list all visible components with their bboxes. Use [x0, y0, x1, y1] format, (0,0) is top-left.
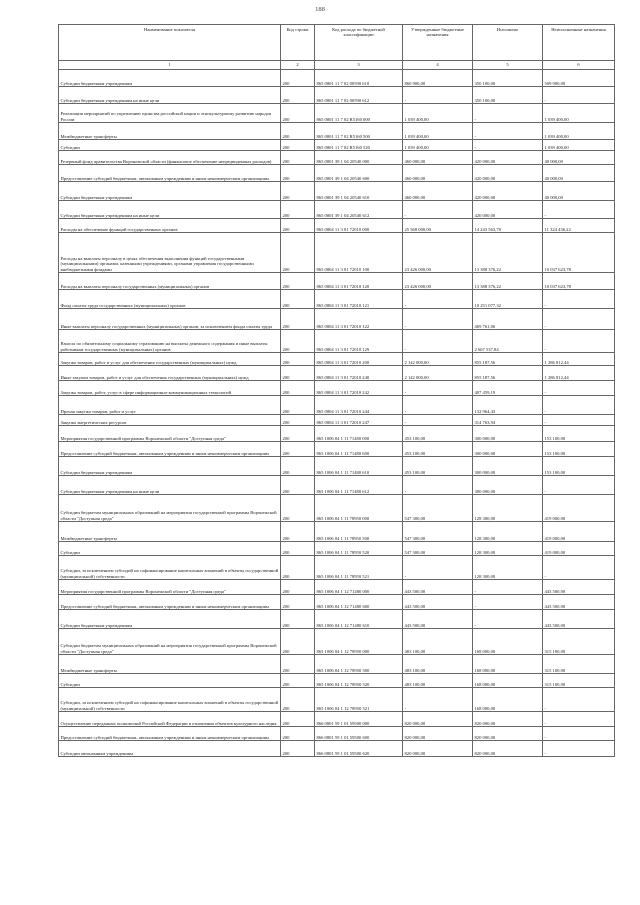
line-code-cell: 200: [281, 741, 315, 757]
classification-code-cell: 865 1006 04 1 11 78950 521: [315, 556, 403, 580]
classification-code-cell: 865 1006 04 1 12 78950 520: [315, 674, 403, 688]
remaining-amount-cell: -: [543, 741, 615, 757]
indicator-name-cell: Предоставление субсидий бюджетным, автономным учреждениям и иным некоммерческим организациям: [59, 595, 281, 610]
table-row: [59, 688, 615, 712]
line-code-cell: 200: [281, 674, 315, 688]
executed-amount-cell: 128 300,00: [473, 495, 543, 522]
indicator-name-cell: Резервный фонд правительства Воронежской области (финансовое обеспечение непредвиденных расходов): [59, 151, 281, 165]
table-row: [59, 219, 615, 233]
remaining-amount-cell: 10 037 623,78: [543, 233, 615, 273]
approved-amount-cell: 1 039 400,00: [403, 104, 473, 123]
remaining-amount-cell: 153 100,00: [543, 426, 615, 442]
executed-amount-cell: 128 300,00: [473, 522, 543, 542]
executed-amount-cell: 820 000,00: [473, 712, 543, 727]
line-code-cell: 200: [281, 610, 315, 629]
executed-amount-cell: 300 000,00: [473, 442, 543, 457]
line-code-cell: 200: [281, 290, 315, 309]
indicator-name-cell: Субсидии бюджетным учреждениям: [59, 610, 281, 629]
classification-code-cell: 865 1006 04 1 11 71480 612: [315, 476, 403, 495]
line-code-cell: 200: [281, 219, 315, 233]
indicator-name-cell: Субсидии бюджетным учреждениям на иные цели: [59, 201, 281, 219]
table-row: [59, 273, 615, 290]
executed-amount-cell: 420 000,00: [473, 182, 543, 201]
line-code-cell: 200: [281, 151, 315, 165]
executed-amount-cell: 469 761,06: [473, 309, 543, 330]
approved-amount-cell: 820 000,00: [403, 712, 473, 727]
remaining-amount-cell: -: [543, 712, 615, 727]
indicator-name-cell: Субсидии бюджетным учреждениям: [59, 457, 281, 476]
indicator-name-cell: Межбюджетные трансферты: [59, 655, 281, 674]
indicator-name-cell: Реализация мероприятий по укреплению единства российской нации и этнокультурному развитию народов России: [59, 104, 281, 123]
table-row: [59, 381, 615, 396]
classification-code-cell: 865 1006 04 1 12 78950 000: [315, 629, 403, 655]
approved-amount-cell: 483 100,00: [403, 655, 473, 674]
classification-code-cell: 865 0804 11 3 01 72010 120: [315, 273, 403, 290]
remaining-amount-cell: -: [543, 87, 615, 104]
line-code-cell: 200: [281, 629, 315, 655]
remaining-amount-cell: 40 000,00: [543, 182, 615, 201]
remaining-amount-cell: 443 500,00: [543, 595, 615, 610]
executed-amount-cell: 820 000,00: [473, 741, 543, 757]
table-row: [59, 426, 615, 442]
remaining-amount-cell: 315 100,00: [543, 629, 615, 655]
indicator-name-cell: Субсидии бюджетам муниципальных образований на мероприятия государственной программы Воронежской области "Доступная среда": [59, 495, 281, 522]
line-code-cell: 200: [281, 366, 315, 381]
executed-amount-cell: 300 000,00: [473, 457, 543, 476]
indicator-name-cell: Субсидии бюджетным учреждениям: [59, 70, 281, 87]
classification-code-cell: 865 0804 11 3 01 72010 242: [315, 381, 403, 396]
classification-code-cell: 865 1006 04 1 11 71480 600: [315, 442, 403, 457]
indicator-name-cell: Расходы на выплаты персоналу в целях обеспечения выполнения функций государственными (муниципальными) органами, казенными учреждениями, органами управления государственными внебюджетными фондами: [59, 233, 281, 273]
classification-code-cell: 865 1006 04 1 12 71480 610: [315, 610, 403, 629]
line-code-cell: 200: [281, 442, 315, 457]
classification-code-cell: 865 0801 11 7 02 R5160 520: [315, 140, 403, 151]
line-code-cell: 200: [281, 233, 315, 273]
table-row: [59, 87, 615, 104]
approved-amount-cell: -: [403, 381, 473, 396]
approved-amount-cell: -: [403, 688, 473, 712]
line-code-cell: 200: [281, 353, 315, 366]
header-approved: Утвержденные бюджетные назначения: [403, 25, 473, 61]
indicator-name-cell: Взносы по обязательному социальному страхованию на выплаты денежного содержания и иные выплаты работникам государственных (муниципальных) органов: [59, 330, 281, 353]
table-row: [59, 542, 615, 556]
line-code-cell: 200: [281, 140, 315, 151]
indicator-name-cell: Субсидии, за исключением субсидий на софинансирование капитальных вложений в объекты государственной (муниципальной) собственности: [59, 688, 281, 712]
approved-amount-cell: 483 100,00: [403, 674, 473, 688]
classification-code-cell: 865 0801 11 7 02 00590 610: [315, 70, 403, 87]
line-code-cell: 200: [281, 330, 315, 353]
classification-code-cell: 865 1006 04 1 12 78950 521: [315, 688, 403, 712]
table-row: [59, 330, 615, 353]
column-number: 2: [281, 61, 315, 70]
table-row: [59, 104, 615, 123]
executed-amount-cell: -: [473, 123, 543, 140]
table-row: [59, 674, 615, 688]
executed-amount-cell: 2 667 537,84: [473, 330, 543, 353]
indicator-name-cell: Мероприятия государственной программы Воронежской области "Доступная среда": [59, 426, 281, 442]
remaining-amount-cell: 419 000,00: [543, 495, 615, 522]
classification-code-cell: 865 0801 11 7 02 R5160 500: [315, 123, 403, 140]
classification-code-cell: 865 0801 11 7 02 00590 612: [315, 87, 403, 104]
table-row: [59, 476, 615, 495]
line-code-cell: 200: [281, 70, 315, 87]
approved-amount-cell: 547 300,00: [403, 522, 473, 542]
approved-amount-cell: 460 000,00: [403, 151, 473, 165]
table-row: [59, 396, 615, 415]
remaining-amount-cell: -: [543, 381, 615, 396]
column-number: 4: [403, 61, 473, 70]
executed-amount-cell: 168 000,00: [473, 629, 543, 655]
table-body: [59, 70, 615, 757]
remaining-amount-cell: 153 100,00: [543, 457, 615, 476]
remaining-amount-cell: 443 500,00: [543, 580, 615, 595]
table-row: [59, 290, 615, 309]
line-code-cell: 200: [281, 476, 315, 495]
remaining-amount-cell: 1 286 812,44: [543, 353, 615, 366]
line-code-cell: 200: [281, 201, 315, 219]
classification-code-cell: 865 1006 04 1 12 71480 600: [315, 595, 403, 610]
approved-amount-cell: 460 000,00: [403, 182, 473, 201]
indicator-name-cell: Закупка энергетических ресурсов: [59, 415, 281, 426]
table-row: [59, 522, 615, 542]
remaining-amount-cell: -: [543, 415, 615, 426]
remaining-amount-cell: -: [543, 290, 615, 309]
line-code-cell: 200: [281, 123, 315, 140]
table-row: [59, 556, 615, 580]
approved-amount-cell: -: [403, 201, 473, 219]
remaining-amount-cell: 1 039 400,00: [543, 123, 615, 140]
remaining-amount-cell: 315 100,00: [543, 674, 615, 688]
remaining-amount-cell: -: [543, 556, 615, 580]
table-row: [59, 610, 615, 629]
indicator-name-cell: Межбюджетные трансферты: [59, 123, 281, 140]
approved-amount-cell: 860 900,00: [403, 70, 473, 87]
remaining-amount-cell: 10 037 623,78: [543, 273, 615, 290]
indicator-name-cell: Субсидии, за исключением субсидий на софинансирование капитальных вложений в объекты государственной (муниципальной) собственности: [59, 556, 281, 580]
table-row: [59, 741, 615, 757]
table-row: [59, 495, 615, 522]
executed-amount-cell: 168 000,00: [473, 655, 543, 674]
classification-code-cell: 865 0804 11 3 01 72010 244: [315, 396, 403, 415]
approved-amount-cell: 25 568 000,00: [403, 219, 473, 233]
line-code-cell: 200: [281, 495, 315, 522]
classification-code-cell: 865 1006 04 1 11 78950 000: [315, 495, 403, 522]
classification-code-cell: 865 0804 11 3 01 72010 200: [315, 353, 403, 366]
executed-amount-cell: 420 000,00: [473, 201, 543, 219]
table-row: [59, 580, 615, 595]
line-code-cell: 200: [281, 165, 315, 182]
indicator-name-cell: Закупка товаров, работ и услуг для обеспечения государственных (муниципальных) нужд: [59, 353, 281, 366]
column-number: 3: [315, 61, 403, 70]
remaining-amount-cell: 40 000,00: [543, 165, 615, 182]
executed-amount-cell: 128 300,00: [473, 556, 543, 580]
table-row: [59, 727, 615, 741]
indicator-name-cell: Закупка товаров, работ, услуг в сфере информационно-коммуникационных технологий: [59, 381, 281, 396]
table-row: [59, 165, 615, 182]
table-row: [59, 415, 615, 426]
indicator-name-cell: Субсидии бюджетным учреждениям на иные цели: [59, 87, 281, 104]
table-row: [59, 140, 615, 151]
classification-code-cell: 865 0804 11 3 01 72010 129: [315, 330, 403, 353]
executed-amount-cell: 407 459,19: [473, 381, 543, 396]
indicator-name-cell: Предоставление субсидий бюджетным, автономным учреждениям и иным некоммерческим организациям: [59, 442, 281, 457]
table-row: [59, 655, 615, 674]
indicator-name-cell: Предоставление субсидий бюджетным, автономным учреждениям и иным некоммерческим организациям: [59, 165, 281, 182]
approved-amount-cell: 1 039 400,00: [403, 123, 473, 140]
indicator-name-cell: Субсидии бюджетам муниципальных образований на мероприятия государственной программы Воронежской области "Доступная среда": [59, 629, 281, 655]
approved-amount-cell: 2 142 000,00: [403, 353, 473, 366]
page-number: 188: [315, 6, 325, 13]
indicator-name-cell: Прочая закупка товаров, работ и услуг: [59, 396, 281, 415]
executed-amount-cell: 168 000,00: [473, 688, 543, 712]
indicator-name-cell: Фонд оплаты труда государственных (муниципальных) органов: [59, 290, 281, 309]
line-code-cell: 200: [281, 182, 315, 201]
classification-code-cell: 865 0804 11 3 01 72010 100: [315, 233, 403, 273]
remaining-amount-cell: 509 900,00: [543, 70, 615, 87]
classification-code-cell: 865 1006 04 1 11 71480 000: [315, 426, 403, 442]
classification-code-cell: 865 1006 04 1 12 71480 000: [315, 580, 403, 595]
line-code-cell: 200: [281, 595, 315, 610]
executed-amount-cell: 10 251 077,32: [473, 290, 543, 309]
executed-amount-cell: 350 100,00: [473, 87, 543, 104]
approved-amount-cell: 460 000,00: [403, 165, 473, 182]
line-code-cell: 200: [281, 309, 315, 330]
line-code-cell: 200: [281, 655, 315, 674]
remaining-amount-cell: -: [543, 396, 615, 415]
header-remaining: Неисполненные назначения: [543, 25, 615, 61]
indicator-name-cell: Субсидии бюджетным учреждениям на иные цели: [59, 476, 281, 495]
executed-amount-cell: 855 187,56: [473, 366, 543, 381]
remaining-amount-cell: 1 039 400,00: [543, 140, 615, 151]
executed-amount-cell: 855 187,56: [473, 353, 543, 366]
remaining-amount-cell: -: [543, 476, 615, 495]
executed-amount-cell: 128 300,00: [473, 542, 543, 556]
column-number: 1: [59, 61, 281, 70]
remaining-amount-cell: 1 286 812,44: [543, 366, 615, 381]
remaining-amount-cell: 1 039 400,00: [543, 104, 615, 123]
classification-code-cell: 865 0801 39 1 04 20540 000: [315, 151, 403, 165]
approved-amount-cell: 23 426 000,00: [403, 273, 473, 290]
classification-code-cell: 865 0801 39 1 04 20540 610: [315, 182, 403, 201]
approved-amount-cell: -: [403, 556, 473, 580]
line-code-cell: 200: [281, 580, 315, 595]
header-classification-code: Код расхода по бюджетной классификации: [315, 25, 403, 61]
executed-amount-cell: 820 000,00: [473, 727, 543, 741]
line-code-cell: 200: [281, 104, 315, 123]
executed-amount-cell: -: [473, 104, 543, 123]
approved-amount-cell: 443 500,00: [403, 580, 473, 595]
approved-amount-cell: 443 500,00: [403, 610, 473, 629]
line-code-cell: 200: [281, 426, 315, 442]
classification-code-cell: 865 0804 11 3 01 72010 121: [315, 290, 403, 309]
approved-amount-cell: 453 100,00: [403, 442, 473, 457]
remaining-amount-cell: 315 100,00: [543, 655, 615, 674]
column-number: 6: [543, 61, 615, 70]
executed-amount-cell: -: [473, 595, 543, 610]
column-number: 5: [473, 61, 543, 70]
indicator-name-cell: Расходы на обеспечение функций государственных органов: [59, 219, 281, 233]
approved-amount-cell: 547 300,00: [403, 495, 473, 522]
indicator-name-cell: Предоставление субсидий бюджетным, автономным учреждениям и иным некоммерческим организациям: [59, 727, 281, 741]
classification-code-cell: 865 0804 11 3 01 72010 247: [315, 415, 403, 426]
table-row: [59, 182, 615, 201]
classification-code-cell: 865 0804 11 3 01 72010 000: [315, 219, 403, 233]
remaining-amount-cell: 11 324 436,22: [543, 219, 615, 233]
line-code-cell: 200: [281, 381, 315, 396]
line-code-cell: 200: [281, 273, 315, 290]
classification-code-cell: 865 0804 11 3 01 72010 122: [315, 309, 403, 330]
remaining-amount-cell: 419 000,00: [543, 522, 615, 542]
approved-amount-cell: 820 000,00: [403, 727, 473, 741]
executed-amount-cell: 14 243 563,78: [473, 219, 543, 233]
header-line-code: Код строки: [281, 25, 315, 61]
remaining-amount-cell: -: [543, 201, 615, 219]
table-row: [59, 712, 615, 727]
column-number-row: [59, 61, 615, 70]
classification-code-cell: 865 1006 04 1 11 78950 520: [315, 542, 403, 556]
remaining-amount-cell: 419 000,00: [543, 542, 615, 556]
classification-code-cell: 865 0801 39 1 04 20540 612: [315, 201, 403, 219]
executed-amount-cell: -: [473, 140, 543, 151]
approved-amount-cell: 547 300,00: [403, 542, 473, 556]
executed-amount-cell: 13 388 376,22: [473, 233, 543, 273]
remaining-amount-cell: 443 500,00: [543, 610, 615, 629]
table-row: [59, 70, 615, 87]
table-row: [59, 629, 615, 655]
approved-amount-cell: -: [403, 396, 473, 415]
line-code-cell: 200: [281, 542, 315, 556]
table-row: [59, 353, 615, 366]
table-header-row: [59, 25, 615, 61]
table-row: [59, 595, 615, 610]
approved-amount-cell: 23 426 000,00: [403, 233, 473, 273]
approved-amount-cell: 1 039 400,00: [403, 140, 473, 151]
table-row: [59, 442, 615, 457]
approved-amount-cell: 443 500,00: [403, 595, 473, 610]
executed-amount-cell: 13 388 376,22: [473, 273, 543, 290]
table-row: [59, 366, 615, 381]
executed-amount-cell: 420 000,00: [473, 165, 543, 182]
approved-amount-cell: 453 100,00: [403, 426, 473, 442]
indicator-name-cell: Субсидии бюджетным учреждениям: [59, 182, 281, 201]
header-executed: Исполнено: [473, 25, 543, 61]
table-row: [59, 151, 615, 165]
approved-amount-cell: -: [403, 415, 473, 426]
executed-amount-cell: -: [473, 580, 543, 595]
executed-amount-cell: 420 000,00: [473, 151, 543, 165]
indicator-name-cell: Расходы на выплаты персоналу государственных (муниципальных) органов: [59, 273, 281, 290]
classification-code-cell: 865 0801 39 1 04 20540 600: [315, 165, 403, 182]
approved-amount-cell: 483 100,00: [403, 629, 473, 655]
indicator-name-cell: Иные выплаты персоналу государственных (муниципальных) органов, за исключением фонда оплаты труда: [59, 309, 281, 330]
indicator-name-cell: Межбюджетные трансферты: [59, 522, 281, 542]
table-row: [59, 457, 615, 476]
line-code-cell: 200: [281, 712, 315, 727]
indicator-name-cell: Субсидии: [59, 140, 281, 151]
executed-amount-cell: 350 100,00: [473, 70, 543, 87]
line-code-cell: 200: [281, 688, 315, 712]
table-row: [59, 309, 615, 330]
remaining-amount-cell: 153 100,00: [543, 442, 615, 457]
header-indicator-name: Наименование показателя: [59, 25, 281, 61]
classification-code-cell: 866 0801 59 1 01 59500 620: [315, 741, 403, 757]
indicator-name-cell: Мероприятия государственной программы Воронежской области "Доступная среда": [59, 580, 281, 595]
line-code-cell: 200: [281, 415, 315, 426]
table-row: [59, 123, 615, 140]
line-code-cell: 200: [281, 396, 315, 415]
executed-amount-cell: 168 000,00: [473, 674, 543, 688]
approved-amount-cell: -: [403, 476, 473, 495]
budget-execution-table: [58, 24, 615, 757]
remaining-amount-cell: -: [543, 309, 615, 330]
executed-amount-cell: 132 964,43: [473, 396, 543, 415]
line-code-cell: 200: [281, 87, 315, 104]
indicator-name-cell: Субсидии: [59, 542, 281, 556]
approved-amount-cell: 2 142 000,00: [403, 366, 473, 381]
table-row: [59, 233, 615, 273]
line-code-cell: 200: [281, 727, 315, 741]
classification-code-cell: 866 0801 59 1 01 59500 600: [315, 727, 403, 741]
classification-code-cell: 865 1006 04 1 11 78950 500: [315, 522, 403, 542]
indicator-name-cell: Субсидии: [59, 674, 281, 688]
line-code-cell: 200: [281, 457, 315, 476]
classification-code-cell: 865 1006 04 1 12 78950 500: [315, 655, 403, 674]
executed-amount-cell: -: [473, 610, 543, 629]
executed-amount-cell: 300 000,00: [473, 426, 543, 442]
classification-code-cell: 865 1006 04 1 11 71480 610: [315, 457, 403, 476]
indicator-name-cell: Осуществление переданных полномочий Российской Федерации в отношении объектов культурного наследия: [59, 712, 281, 727]
approved-amount-cell: -: [403, 87, 473, 104]
executed-amount-cell: 300 000,00: [473, 476, 543, 495]
indicator-name-cell: Иные закупки товаров, работ и услуг для обеспечения государственных (муниципальных) нужд: [59, 366, 281, 381]
approved-amount-cell: -: [403, 330, 473, 353]
classification-code-cell: 865 0801 11 7 02 R5160 000: [315, 104, 403, 123]
remaining-amount-cell: -: [543, 688, 615, 712]
line-code-cell: 200: [281, 556, 315, 580]
executed-amount-cell: 314 763,94: [473, 415, 543, 426]
remaining-amount-cell: -: [543, 330, 615, 353]
table-row: [59, 201, 615, 219]
remaining-amount-cell: -: [543, 727, 615, 741]
approved-amount-cell: -: [403, 309, 473, 330]
indicator-name-cell: Субсидии автономным учреждениям: [59, 741, 281, 757]
classification-code-cell: 866 0801 59 1 01 59500 000: [315, 712, 403, 727]
remaining-amount-cell: 40 000,00: [543, 151, 615, 165]
line-code-cell: 200: [281, 522, 315, 542]
approved-amount-cell: -: [403, 290, 473, 309]
approved-amount-cell: 453 100,00: [403, 457, 473, 476]
classification-code-cell: 865 0804 11 3 01 72010 240: [315, 366, 403, 381]
approved-amount-cell: 820 000,00: [403, 741, 473, 757]
